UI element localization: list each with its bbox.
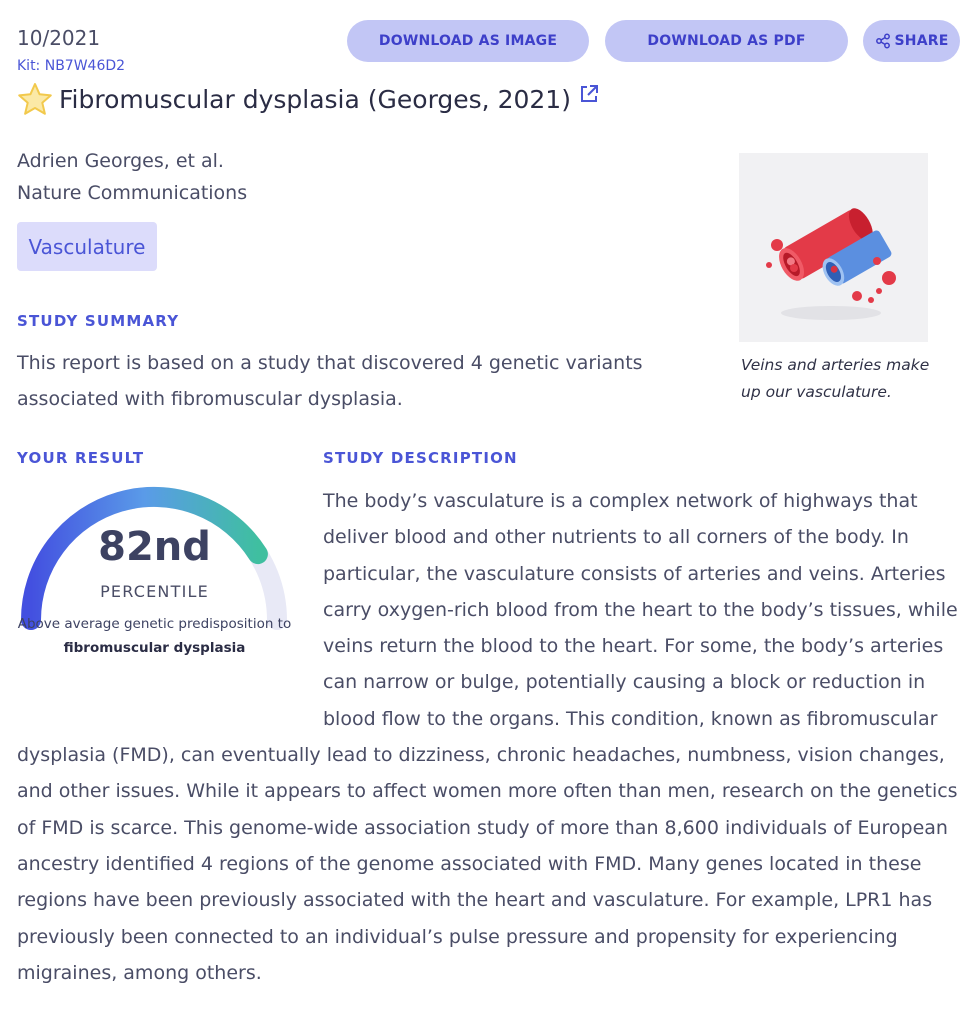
study-description-text: The body’s vasculature is a complex network of highways that deliver blood and other nutrients to all corners of the body. In particular, the vasculature consists of arteries and veins. Arteries carry oxygen-rich blood from the heart to the body’s tissues, while veins return the blood to the heart. For some, the body’s arteries can narrow or bulge, potentially causing a block or reduction in blood flow to the organs. This condition, known as fibromuscular dysplasia (FMD), can eventually lead to dizziness, chronic headaches, numbness, vision changes, and other issues. While it appears to affect women more often than men, research on the genetics of FMD is scarce. This genome-wide association study of more than 8,600 individuals of European ancestry identified 4 regions of the genome associated with FMD. Many genes located in these regions have been previously associated with the heart and vasculature. For example, LPR1 has previously been connected to an individual’s pulse pressure and propensity for experiencing migraines, among others.: [17, 490, 958, 984]
condition-name: fibromuscular dysplasia: [63, 640, 246, 656]
download-pdf-label: DOWNLOAD AS PDF: [647, 33, 806, 49]
author-info: [17, 145, 247, 209]
download-image-button[interactable]: [347, 20, 589, 62]
authors: Adrien Georges, et al.: [17, 150, 224, 172]
study-summary-text: This report is based on a study that discovered 4 genetic variants associated with fibromuscular dysplasia.: [17, 352, 643, 410]
vasculature-illustration: [739, 153, 928, 342]
share-button[interactable]: [863, 20, 960, 62]
share-icon: [875, 33, 891, 49]
journal: Nature Communications: [17, 182, 248, 204]
study-description: [17, 483, 967, 991]
predisposition-text: Above average genetic predisposition to: [17, 616, 292, 632]
external-link-icon[interactable]: [579, 84, 599, 104]
star-icon[interactable]: [17, 82, 53, 116]
study-summary-heading: STUDY SUMMARY: [17, 312, 180, 330]
study-description-heading: STUDY DESCRIPTION: [323, 449, 518, 467]
share-label: SHARE: [894, 33, 949, 49]
kit-id: Kit: NB7W46D2: [17, 58, 126, 74]
figure-caption: Veins and arteries make up our vasculature.: [741, 356, 930, 401]
download-pdf-button[interactable]: [605, 20, 848, 62]
report-date: 10/2021: [17, 26, 101, 50]
your-result-heading: YOUR RESULT: [17, 449, 145, 467]
download-image-label: DOWNLOAD AS IMAGE: [378, 33, 558, 49]
title-row: [17, 82, 599, 116]
category-tag[interactable]: Vasculature: [17, 222, 157, 271]
percentile-value: 82nd: [98, 524, 211, 570]
report-title: Fibromuscular dysplasia (Georges, 2021): [59, 84, 571, 114]
percentile-label: PERCENTILE: [100, 582, 209, 601]
